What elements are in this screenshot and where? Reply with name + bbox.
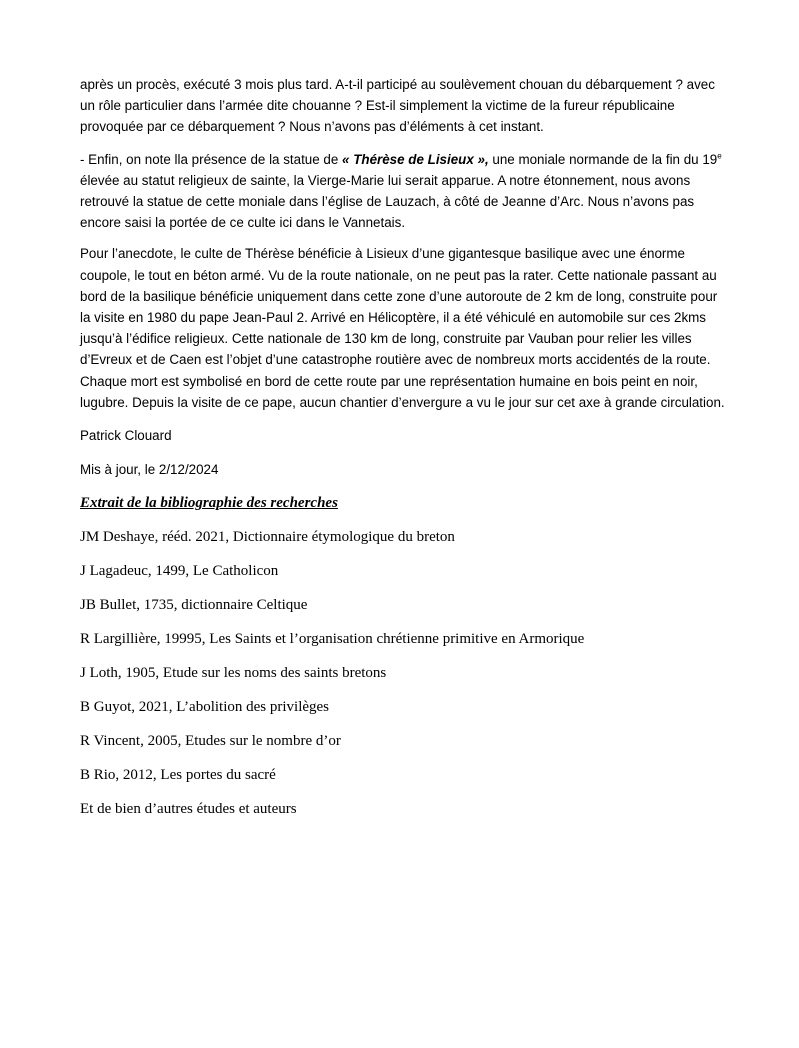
bibliography-item: J Loth, 1905, Etude sur les noms des saints bretons — [80, 665, 387, 682]
bibliography-item: R Vincent, 2005, Etudes sur le nombre d’or — [80, 733, 341, 750]
century-superscript: e — [717, 151, 722, 161]
bibliography-title: Extrait de la bibliographie des recherches — [80, 495, 338, 512]
bibliography-item: B Guyot, 2021, L’abolition des privilèges — [80, 699, 330, 716]
paragraph-therese-century: une moniale normande de la fin du 19 — [488, 151, 718, 167]
bibliography-item: R Largillière, 19995, Les Saints et l’organisation chrétienne primitive en Armorique — [80, 631, 585, 648]
paragraph-therese-rest: élevée au statut religieux de sainte, la Vierge-Marie lui serait apparue. A notre étonnement, nous avons retrouvé la statue de cette moniale dans l’église de Lauzach, à côté de Jeanne d’Arc. Nous n’avons pas encore saisi la portée de ce culte ici dans le Vannetais. — [80, 172, 695, 231]
bibliography-item: J Lagadeuc, 1499, Le Catholicon — [80, 563, 279, 580]
bibliography-list — [80, 527, 725, 819]
bibliography-item: B Rio, 2012, Les portes du sacré — [80, 767, 276, 784]
update-date: Mis à jour, le 2/12/2024 — [80, 462, 219, 478]
bibliography-item: Et de bien d’autres études et auteurs — [80, 801, 297, 818]
paragraph-anecdote: Pour l’anecdote, le culte de Thérèse bénéficie à Lisieux d’une gigantesque basilique avec une énorme coupole, le tout en béton armé. Vu de la route nationale, on ne peut pas la rater. Cette nationale passant au bord de la basilique bénéficie uniquement dans cette zone d’une autoroute de 2 km de long, construite pour la visite en 1980 du pape Jean-Paul 2. Arrivé en Hélicoptère, il a été véhiculé en automobile sur ces 2kms jusqu’à l’édifice religieux. Cette nationale de 130 km de long, construite par Vauban pour relier les villes d’Evreux et de Caen est l’objet d’une catastrophe routière avec de nombreux morts accidentés de la route. Chaque mort est symbolisé en bord de cette route par une représentation humaine en bois peint en noir, lugubre. Depuis la visite de ce pape, aucun chantier d’envergure a vu le jour sur cet axe à grande circulation. — [80, 246, 725, 410]
paragraph-proces: après un procès, exécuté 3 mois plus tard. A-t-il participé au soulèvement chouan du débarquement ? avec un rôle particulier dans l’armée dite chouanne ? Est-il simplement la victime de la fureur républicaine provoquée par ce débarquement ? Nous n’avons pas d’éléments à cet instant. — [80, 77, 715, 135]
paragraph-therese-intro: - Enfin, on note lla présence de la statue de — [80, 151, 343, 167]
bibliography-item: JB Bullet, 1735, dictionnaire Celtique — [80, 597, 308, 614]
bibliography-item: JM Deshaye, rééd. 2021, Dictionnaire étymologique du breton — [80, 529, 455, 546]
paragraph-therese-statue — [80, 149, 725, 234]
author-signature: Patrick Clouard — [80, 428, 172, 444]
document-page — [80, 74, 725, 833]
therese-name-emphasis: « Thérèse de Lisieux », — [342, 151, 489, 167]
